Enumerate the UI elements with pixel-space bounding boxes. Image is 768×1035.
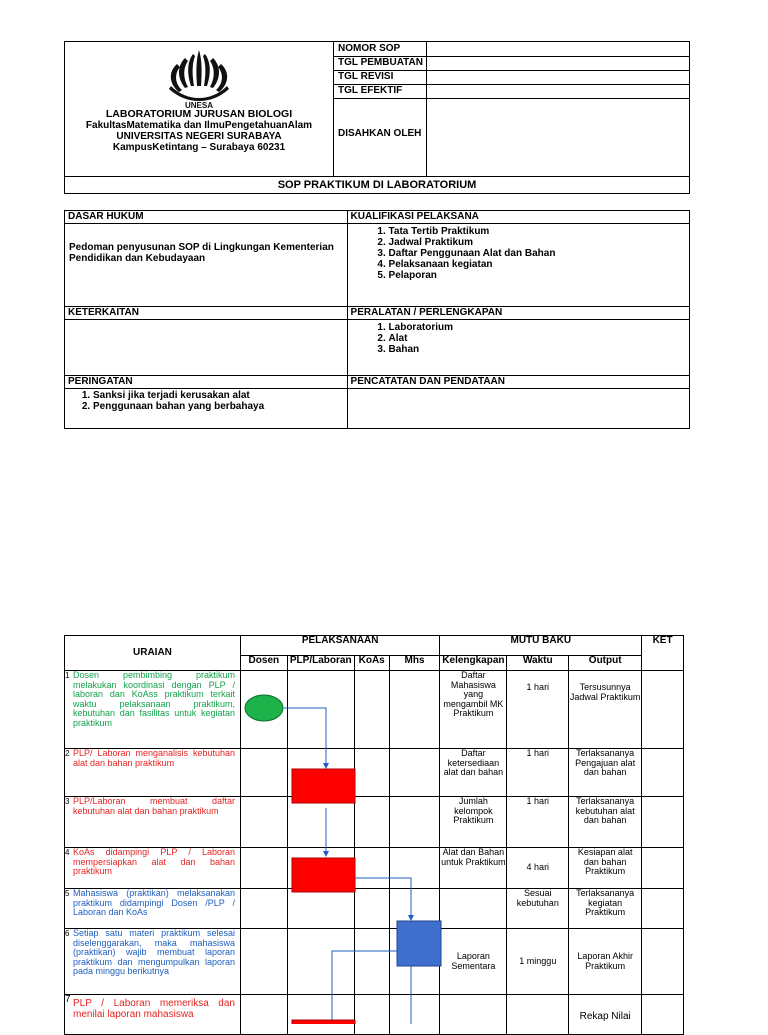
- uraian-cell: 2 PLP/ Laboran menganalisis kebutuhan alat dan bahan praktikum: [65, 749, 241, 797]
- sop-header: [64, 41, 690, 194]
- kualifikasi-item: 2. Jadwal Praktikum: [389, 237, 685, 248]
- peralatan-item: 3. Bahan: [389, 344, 685, 355]
- uraian-text: Mahasiswa (praktikan) melaksanakan praktikum didampingi Dosen /PLP / Laboran dan KoAs: [73, 888, 235, 917]
- kelengkapan-cell: Laporan Sementara: [440, 929, 507, 995]
- sop-info-table: [64, 210, 690, 429]
- meta-tgl-revisi: TGL REVISI: [334, 70, 690, 85]
- kelengkapan-cell: Jumlah kelompok Praktikum: [440, 797, 507, 848]
- campus-address: KampusKetintang – Surabaya 60231: [112, 142, 286, 153]
- uraian-header: URAIAN: [65, 636, 241, 671]
- uraian-cell: 1 Dosen pembimbing praktikum melakukan koordinasi dengan PLP / laboran dan KoAss praktikum terkait waktu pelaksanaan praktikum, kebutuhan dan fasilitas untuk kegiatan praktikum: [65, 671, 241, 749]
- uraian-cell: 6 Setiap satu materi praktikum selesai diselenggarakan, maka mahasiswa (praktikan) wajib membuat laporan praktikum dan mengumpulkan laporan pada minggu berikutnya: [65, 929, 241, 995]
- uraian-cell: 7 PLP / Laboran memeriksa dan menilai laporan mahasiswa: [65, 995, 241, 1035]
- peringatan-item: 1. Sanksi jika terjadi kerusakan alat: [93, 390, 343, 401]
- dosen-header: Dosen: [240, 656, 287, 671]
- pencatatan-label: PENCATATAN DAN PENDATAAN: [347, 376, 689, 389]
- university-name: UNIVERSITAS NEGERI SURABAYA: [116, 131, 282, 142]
- uraian-cell: 3 PLP/Laboran membuat daftar kebutuhan alat dan bahan praktikum: [65, 797, 241, 848]
- ket-header: KET: [642, 636, 684, 671]
- peralatan-item: 2. Alat: [389, 333, 685, 344]
- kualifikasi-item: 5. Pelaporan: [389, 270, 685, 281]
- peralatan-label: PERALATAN / PERLENGKAPAN: [347, 307, 689, 320]
- waktu-cell: 1 hari: [507, 749, 569, 797]
- uraian-text: KoAs didampingi PLP / Laboran mempersiapkan alat dan bahan praktikum: [73, 847, 235, 876]
- output-cell: Terlaksananya kegiatan Praktikum: [569, 889, 642, 929]
- pelaksanaan-header: PELAKSANAAN: [240, 636, 440, 656]
- kelengkapan-cell: [440, 995, 507, 1035]
- sop-title: SOP PRAKTIKUM DI LABORATORIUM: [65, 176, 689, 193]
- table-row: [65, 797, 684, 848]
- waktu-cell: 1 minggu: [507, 929, 569, 995]
- table-row: [65, 671, 684, 749]
- kualifikasi-list: [347, 224, 689, 307]
- waktu-cell: Sesuai kebutuhan: [507, 889, 569, 929]
- table-row: [65, 749, 684, 797]
- mutu-baku-header: MUTU BAKU: [440, 636, 642, 656]
- output-cell: Terlaksananya Pengajuan alat dan bahan: [569, 749, 642, 797]
- uraian-text: PLP/ Laboran menganalisis kebutuhan alat dan bahan praktikum: [73, 748, 235, 768]
- waktu-cell: [507, 995, 569, 1035]
- koas-header: KoAs: [354, 656, 389, 671]
- uraian-text: PLP/Laboran membuat daftar kebutuhan alat dan bahan praktikum: [73, 796, 235, 816]
- peralatan-item: 1. Laboratorium: [389, 322, 685, 333]
- meta-nomor-sop: NOMOR SOP: [334, 42, 690, 57]
- kelengkapan-header: Kelengkapan: [440, 656, 507, 671]
- output-header: Output: [569, 656, 642, 671]
- waktu-cell: 4 hari: [507, 848, 569, 889]
- kelengkapan-cell: Alat dan Bahan untuk Praktikum: [440, 848, 507, 889]
- faculty-name: FakultasMatematika dan IlmuPengetahuanAlam: [85, 120, 313, 131]
- table-row: [65, 889, 684, 929]
- kualifikasi-item: 1. Tata Tertib Praktikum: [389, 226, 685, 237]
- keterkaitan-content: [65, 320, 348, 376]
- lab-name: LABORATORIUM JURUSAN BIOLOGI: [105, 108, 293, 120]
- output-cell: Rekap Nilai: [569, 995, 642, 1035]
- peringatan-item: 2. Penggunaan bahan yang berbahaya: [93, 401, 343, 412]
- pencatatan-content: [347, 389, 689, 429]
- output-cell: Tersusunnya Jadwal Praktikum: [569, 671, 642, 749]
- kualifikasi-label: KUALIFIKASI PELAKSANA: [347, 211, 689, 224]
- waktu-cell: 1 hari: [507, 797, 569, 848]
- meta-tgl-efektif: TGL EFEKTIF: [334, 84, 690, 99]
- kualifikasi-item: 3. Daftar Penggunaan Alat dan Bahan: [389, 248, 685, 259]
- peralatan-list: [347, 320, 689, 376]
- procedure-table: [64, 635, 684, 1035]
- keterkaitan-label: KETERKAITAN: [65, 307, 348, 320]
- logo-text: UNESA: [184, 101, 214, 108]
- peringatan-list: [65, 389, 348, 429]
- unesa-logo-icon: [163, 46, 235, 108]
- institution-block: [65, 42, 333, 176]
- uraian-cell: 4 KoAs didampingi PLP / Laboran mempersiapkan alat dan bahan praktikum: [65, 848, 241, 889]
- kelengkapan-cell: Daftar ketersediaan alat dan bahan: [440, 749, 507, 797]
- uraian-cell: 5 Mahasiswa (praktikan) melaksanakan praktikum didampingi Dosen /PLP / Laboran dan KoAs: [65, 889, 241, 929]
- uraian-text: PLP / Laboran memeriksa dan menilai laporan mahasiswa: [73, 998, 235, 1020]
- waktu-header: Waktu: [507, 656, 569, 671]
- disahkan-oleh-label: DISAHKAN OLEH: [338, 128, 422, 139]
- output-cell: Laporan Akhir Praktikum: [569, 929, 642, 995]
- dasar-hukum-label: DASAR HUKUM: [65, 211, 348, 224]
- uraian-text: Dosen pembimbing praktikum melakukan koordinasi dengan PLP / laboran dan KoAss praktikum terkait waktu pelaksanaan praktikum, kebutuhan dan fasilitas untuk kegiatan praktikum: [73, 670, 235, 728]
- dasar-hukum-text: Pedoman penyusunan SOP di Lingkungan Kementerian Pendidikan dan Kebudayaan: [65, 224, 348, 307]
- kualifikasi-item: 4. Pelaksanaan kegiatan: [389, 259, 685, 270]
- kelengkapan-cell: [440, 889, 507, 929]
- output-cell: Terlaksananya kebutuhan alat dan bahan: [569, 797, 642, 848]
- meta-tgl-pembuatan: TGL PEMBUATAN: [334, 56, 690, 71]
- kelengkapan-cell: Daftar Mahasiswa yang mengambil MK Praktikum: [440, 671, 507, 749]
- table-row: [65, 929, 684, 995]
- output-cell: Kesiapan alat dan bahan Praktikum: [569, 848, 642, 889]
- table-row: [65, 995, 684, 1035]
- mhs-header: Mhs: [389, 656, 440, 671]
- table-row: [65, 848, 684, 889]
- peringatan-label: PERINGATAN: [65, 376, 348, 389]
- uraian-text: Setiap satu materi praktikum selesai diselenggarakan, maka mahasiswa (praktikan) wajib membuat laporan praktikum dan mengumpulkan laporan pada minggu berikutnya: [73, 928, 235, 976]
- waktu-cell: 1 hari: [507, 671, 569, 749]
- sop-meta: [333, 42, 690, 176]
- plp-header: PLP/Laboran: [287, 656, 354, 671]
